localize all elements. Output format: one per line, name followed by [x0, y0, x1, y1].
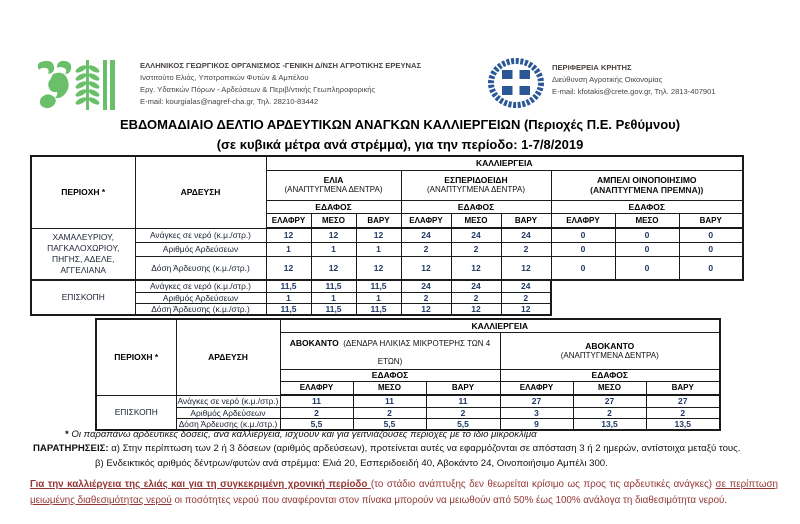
cell: 11 — [353, 395, 426, 407]
cell: 24 — [501, 280, 551, 292]
left-org-name: ΕΛΛΗΝΙΚΟΣ ΓΕΩΡΓΙΚΟΣ ΟΡΓΑΝΙΣΜΟΣ -ΓΕΝΙΚΗ Δ/ΝΣΗ ΑΓΡΟΤΙΚΗΣ ΕΡΕΥΝΑΣ — [140, 61, 422, 70]
left-org-lab: Εργ. Υδατικών Πόρων - Αρδεύσεων & Περιβ/ντικής Γεωπληροφορικής — [140, 85, 376, 94]
t2-soil-light: ΕΛΑΦΡΥ — [280, 381, 353, 395]
cell: 0 — [551, 256, 615, 280]
table-row — [31, 242, 743, 256]
table-row — [31, 256, 743, 280]
cell: 1 — [356, 242, 401, 256]
t2-soil-header-young: ΕΔΑΦΟΣ — [280, 369, 500, 381]
t1-region2-name: ΕΠΙΣΚΟΠΗ — [31, 280, 135, 315]
cell: 5,5 — [426, 418, 500, 430]
cell: 0 — [679, 228, 743, 242]
cell: 2 — [501, 292, 551, 303]
warning-underline: σε περίπτωση μειωμένης διαθεσιμότητας νερού — [30, 479, 778, 506]
right-org-directorate: Διεύθυνση Αγροτικής Οικονομίας — [552, 75, 663, 84]
remarks-line-b: β) Ενδεικτικός αριθμός δέντρων/φυτών ανά στρέμμα: Ελιά 20, Εσπεριδοειδή 40, Αβοκάντο 24, Οινοποιήσιμο Αμπέλι 300. — [95, 458, 608, 469]
warning-bold-underline: Για την καλλιέργεια της ελιάς και για τη συγκεκριμένη χρονική περίοδο — [30, 479, 371, 490]
cell: 12 — [501, 256, 551, 280]
row-label-water-needs: Ανάγκες σε νερό (κ.μ./στρ.) — [135, 228, 266, 242]
cell: 2 — [451, 292, 501, 303]
irrigation-table-main — [30, 155, 744, 281]
t2-soil-heavy: ΒΑΡΥ — [646, 381, 720, 395]
cell: 24 — [501, 228, 551, 242]
remark-a-text: α) Στην περίπτωση των 2 ή 3 δόσεων (αριθμός αρδεύσεων), προτείνεται αυτές να εφαρμόζονται σε απόσταση 3 ή 2 ημερών, αντίστοιχα μεταξύ τους. — [108, 443, 741, 454]
cell: 2 — [646, 407, 720, 418]
t2-soil-medium: ΜΕΣΟ — [573, 381, 646, 395]
right-organization-block — [552, 62, 716, 98]
t1-soil-light: ΕΛΑΦΡΥ — [266, 213, 311, 228]
cell: 12 — [356, 256, 401, 280]
cell: 11,5 — [356, 280, 401, 292]
t1-header-region: ΠΕΡΙΟΧΗ * — [31, 156, 135, 228]
cell: 11,5 — [266, 280, 311, 292]
t2-header-crops: ΚΑΛΛΙΕΡΓΕΙΑ — [280, 319, 720, 332]
table-row — [31, 280, 551, 292]
cell: 12 — [451, 303, 501, 315]
document-subtitle: (σε κυβικά μέτρα ανά στρέμμα), για την περίοδο: 1-7/8/2019 — [216, 137, 584, 152]
cell: 2 — [401, 242, 451, 256]
right-org-name: ΠΕΡΙΦΕΡΕΙΑ ΚΡΗΤΗΣ — [552, 63, 632, 72]
t1-soil-header-olive: ΕΔΑΦΟΣ — [266, 200, 401, 213]
t2-crop-avocado-mature: ΑΒΟΚΑΝΤΟ (ΑΝΑΠΤΥΓΜΕΝΑ ΔΕΝΤΡΑ) — [500, 332, 720, 369]
t2-header-region: ΠΕΡΙΟΧΗ * — [96, 319, 176, 395]
row-label-water-needs: Ανάγκες σε νερό (κ.μ./στρ.) — [135, 280, 266, 292]
t1-soil-light: ΕΛΑΦΡΥ — [551, 213, 615, 228]
t2-soil-light: ΕΛΑΦΡΥ — [500, 381, 573, 395]
cell: 12 — [401, 303, 451, 315]
cell: 11,5 — [311, 280, 356, 292]
t1-soil-medium: ΜΕΣΟ — [311, 213, 356, 228]
cell: 2 — [426, 407, 500, 418]
remarks-line-a — [33, 443, 783, 454]
row-label-water-needs: Ανάγκες σε νερό (κ.μ./στρ.) — [177, 396, 279, 406]
t1-crop-citrus: ΕΣΠΕΡΙΔΟΕΙΔΗ (ΑΝΑΠΤΥΓΜΕΝΑ ΔΕΝΤΡΑ) — [401, 170, 551, 200]
table-row — [31, 228, 743, 242]
cell: 24 — [451, 280, 501, 292]
cell: 13,5 — [573, 418, 646, 430]
t1-region1-name: ΧΑΜΑΛΕΥΡΙΟΥ, ΠΑΓΚΑΛΟΧΩΡΙΟΥ, ΠΗΓΗΣ, ΑΔΕΛΕ, ΑΓΓΕΛΙΑΝΑ — [31, 228, 135, 280]
footnote-asterisk — [65, 429, 537, 440]
cell: 11 — [426, 395, 500, 407]
cell: 0 — [615, 256, 679, 280]
t1-crop-olive: ΕΛΙΑ (ΑΝΑΠΤΥΓΜΕΝΑ ΔΕΝΤΡΑ) — [266, 170, 401, 200]
cell: 2 — [353, 407, 426, 418]
cell: 12 — [501, 303, 551, 315]
t1-soil-medium: ΜΕΣΟ — [615, 213, 679, 228]
table-row — [96, 395, 720, 407]
cell: 24 — [401, 228, 451, 242]
t2-soil-header-mature: ΕΔΑΦΟΣ — [500, 369, 720, 381]
t1-soil-medium: ΜΕΣΟ — [451, 213, 501, 228]
t1-header-crops: ΚΑΛΛΙΕΡΓΕΙΑ — [266, 156, 743, 170]
olive-warning-paragraph — [30, 477, 778, 508]
cell: 27 — [573, 395, 646, 407]
cell: 27 — [646, 395, 720, 407]
t1-soil-header-grape: ΕΔΑΦΟΣ — [551, 200, 743, 213]
cell: 12 — [266, 256, 311, 280]
t1-soil-light: ΕΛΑΦΡΥ — [401, 213, 451, 228]
cell: 1 — [311, 242, 356, 256]
cell: 0 — [615, 228, 679, 242]
warning-text-2: οι ποσότητες νερού που αναφέρονται στον πίνακα μπορούν να μειωθούν από 50% έως 100% ανάλογα τη διαθεσιμότητα νερού. — [171, 494, 728, 506]
footnote-asterisk-text: Οι παραπάνω αρδευτικές δόσεις, ανά καλλιέργεια, ισχύουν και για γειτνιάζουσες περιοχές με το ίδιο μικροκλίμα — [68, 429, 537, 440]
t2-soil-medium: ΜΕΣΟ — [353, 381, 426, 395]
t2-region-name: ΕΠΙΣΚΟΠΗ — [96, 395, 176, 430]
cell: 2 — [280, 407, 353, 418]
row-label-irrigation-dose: Δόση Άρδευσης (κ.μ./στρ.) — [135, 256, 266, 280]
table-row — [96, 407, 720, 418]
cell: 12 — [311, 256, 356, 280]
left-org-contact: E-mail: kourgialas@nagref-cha.gr, Τηλ. 28210-83442 — [140, 97, 319, 106]
cell: 0 — [551, 228, 615, 242]
cell: 12 — [401, 256, 451, 280]
warning-text-1: (το στάδιο ανάπτυξης δεν θεωρείται κρίσιμο ως προς τις αρδευτικές ανάγκες) — [370, 479, 716, 490]
row-label-irrigation-count: Αριθμός Αρδεύσεων — [135, 242, 266, 256]
t1-soil-heavy: ΒΑΡΥ — [356, 213, 401, 228]
cell: 12 — [451, 256, 501, 280]
t1-soil-header-citrus: ΕΔΑΦΟΣ — [401, 200, 551, 213]
cell: 1 — [311, 292, 356, 303]
cell: 5,5 — [280, 418, 353, 430]
cell: 11,5 — [356, 303, 401, 315]
cell: 24 — [451, 228, 501, 242]
left-org-institute: Ινστιτούτο Ελιάς, Υποτροπικών Φυτών & Αμπέλου — [140, 73, 309, 82]
cell: 12 — [311, 228, 356, 242]
cell: 27 — [500, 395, 573, 407]
left-organization-block — [140, 60, 421, 108]
cell: 1 — [266, 242, 311, 256]
cell: 0 — [679, 242, 743, 256]
cell: 12 — [356, 228, 401, 242]
cell: 12 — [266, 228, 311, 242]
t1-crop-wine-grape: ΑΜΠΕΛΙ ΟΙΝΟΠΟΙΗΣΙΜΟ (ΑΝΑΠΤΥΓΜΕΝΑ ΠΡΕΜΝΑ)) — [551, 170, 743, 200]
irrigation-table-avocado — [95, 318, 721, 431]
cell: 24 — [401, 280, 451, 292]
cell: 13,5 — [646, 418, 720, 430]
cell: 11 — [280, 395, 353, 407]
cell: 1 — [356, 292, 401, 303]
t2-soil-heavy: ΒΑΡΥ — [426, 381, 500, 395]
t1-soil-heavy: ΒΑΡΥ — [679, 213, 743, 228]
row-label-irrigation-dose: Δόση Άρδευσης (κ.μ./στρ.) — [176, 418, 280, 430]
cell: 0 — [679, 256, 743, 280]
row-label-irrigation-count: Αριθμός Αρδεύσεων — [135, 292, 266, 303]
footnote-asterisk-mark: * — [65, 429, 69, 440]
row-label-irrigation-dose: Δόση Άρδευσης (κ.μ./στρ.) — [135, 303, 266, 315]
right-org-contact: E-mail: kfotakis@crete.gov.gr, Τηλ. 2813-407901 — [552, 87, 716, 96]
cell: 3 — [500, 407, 573, 418]
t2-header-irrigation: ΑΡΔΕΥΣΗ — [176, 319, 280, 395]
remarks-label: ΠΑΡΑΤΗΡΗΣΕΙΣ: — [33, 443, 109, 454]
cell: 0 — [615, 242, 679, 256]
document-title: ΕΒΔΟΜΑΔΙΑΙΟ ΔΕΛΤΙΟ ΑΡΔΕΥΤΙΚΩΝ ΑΝΑΓΚΩΝ ΚΑΛΛΙΕΡΓΕΙΩΝ (Περιοχές Π.Ε. Ρεθύμνου) — [119, 117, 681, 132]
cell: 9 — [500, 418, 573, 430]
cell: 2 — [451, 242, 501, 256]
t1-soil-heavy: ΒΑΡΥ — [501, 213, 551, 228]
cell: 0 — [551, 242, 615, 256]
cell: 2 — [501, 242, 551, 256]
cell: 1 — [266, 292, 311, 303]
t1-header-irrigation: ΑΡΔΕΥΣΗ — [135, 156, 266, 228]
cell: 5,5 — [353, 418, 426, 430]
cell: 11,5 — [266, 303, 311, 315]
row-label-irrigation-count: Αριθμός Αρδεύσεων — [176, 407, 280, 418]
region-of-crete-emblem-icon — [487, 56, 545, 110]
irrigation-table-episkopi — [30, 280, 552, 316]
t2-crop-avocado-young: ΑΒΟΚΑΝΤΟ (ΔΕΝΔΡΑ ΗΛΙΚΙΑΣ ΜΙΚΡΟΤΕΡΗΣ ΤΩΝ 4 ΕΤΩΝ) — [280, 332, 500, 369]
cell: 11,5 — [311, 303, 356, 315]
cell: 2 — [573, 407, 646, 418]
cell: 2 — [401, 292, 451, 303]
elgo-demeter-logo-icon — [35, 58, 115, 112]
